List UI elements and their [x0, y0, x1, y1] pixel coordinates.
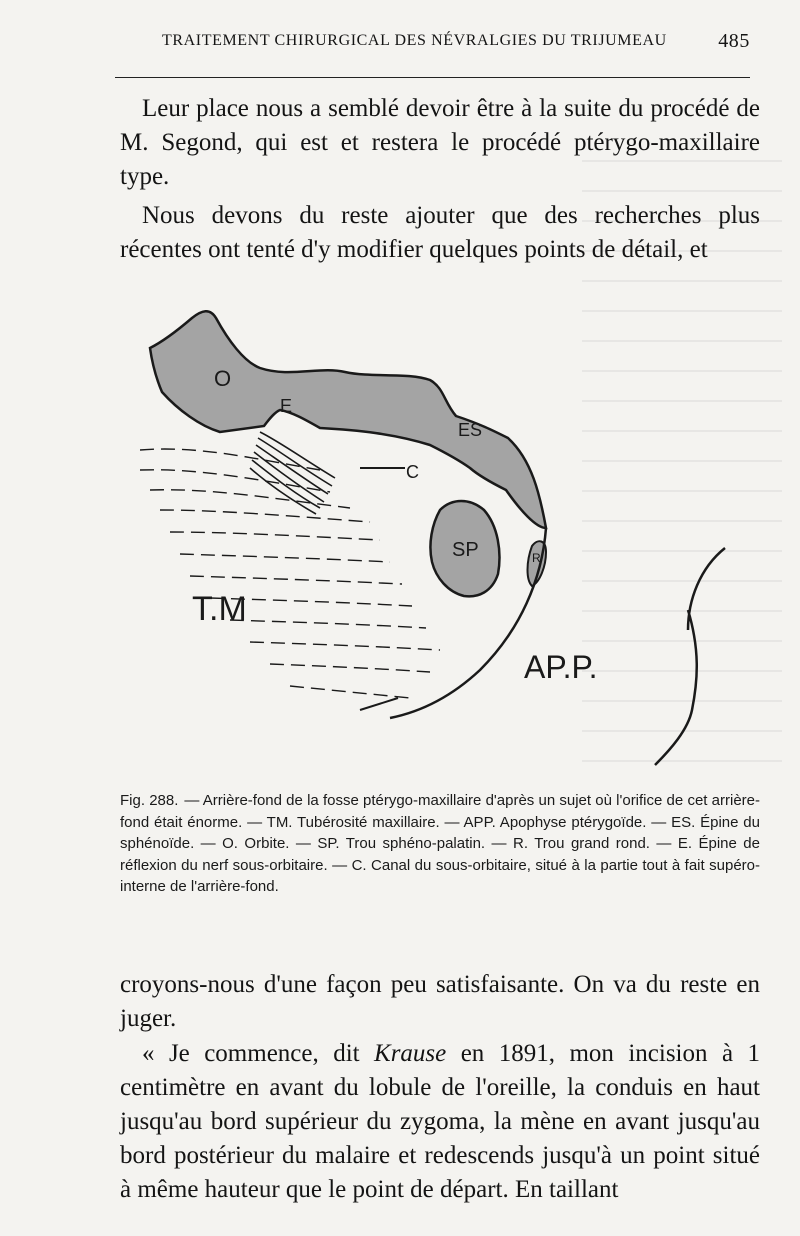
running-head: [110, 30, 758, 58]
label-spheno-palatine: SP: [452, 539, 479, 561]
author-name: Krause: [374, 1040, 447, 1067]
page-number: 485: [718, 30, 750, 52]
figure-number: Fig. 288.: [120, 792, 179, 809]
paragraph-4: [120, 1037, 760, 1207]
pterygo-maxillary-illustration: [140, 300, 760, 770]
header-rule: [115, 77, 750, 78]
label-tuberosity: T.M: [192, 590, 247, 628]
app-bracket: [655, 548, 725, 765]
quote-body: en 1891, mon incision à 1 centimètre en avant du lobule de l'oreille, la conduis en haut jusqu'au bord supérieur du zygoma, la mène en avant jusqu'au bord postérieur du malaire et redescends jusqu'à un point situé à même hauteur que le point de départ. En taillant: [120, 1040, 760, 1203]
paragraph-3: croyons-nous d'une façon peu satisfaisante. On va du reste en juger.: [120, 971, 760, 1032]
paragraph-1: Leur place nous a semblé devoir être à la suite du procédé de M. Segond, qui est et restera le procédé ptérygo-maxillaire type.: [120, 95, 760, 190]
anatomical-figure: [140, 300, 760, 770]
tuberosity-hatching: [140, 449, 440, 698]
label-orbit: O: [214, 366, 232, 391]
caption-text: — Arrière-fond de la fosse ptérygo-maxillaire d'après un sujet où l'orifice de cet arrière-fond était énorme. — TM. Tubérosité maxillaire. — APP. Apophyse ptérygoïde. — ES. Épine du sphénoïde. — O. Orbite. — SP. Trou sphéno-palatin. — R. Trou grand rond. — E. Épine de réflexion du nerf sous-orbitaire. — C. Canal du sous-orbitaire, situé à la partie tout à fait supéro-interne de l'arrière-fond.: [120, 792, 760, 895]
label-pterygoid: AP.P.: [524, 649, 598, 685]
spine-hatching: [250, 432, 335, 514]
label-round-foramen: R: [532, 551, 541, 565]
quote-opening: « Je commence, dit: [142, 1040, 375, 1067]
bone-region: [150, 311, 546, 528]
label-canal: C: [406, 462, 419, 482]
running-title: TRAITEMENT CHIRURGICAL DES NÉVRALGIES DU TRIJUMEAU: [162, 32, 667, 49]
label-spine: E: [280, 396, 293, 416]
figure-caption: [120, 790, 760, 898]
paragraph-2: Nous devons du reste ajouter que des recherches plus récentes ont tenté d'y modifier quelques points de détail, et: [120, 202, 760, 263]
label-sphenoid-spine: ES: [458, 420, 483, 440]
arrow-line: [360, 698, 398, 710]
